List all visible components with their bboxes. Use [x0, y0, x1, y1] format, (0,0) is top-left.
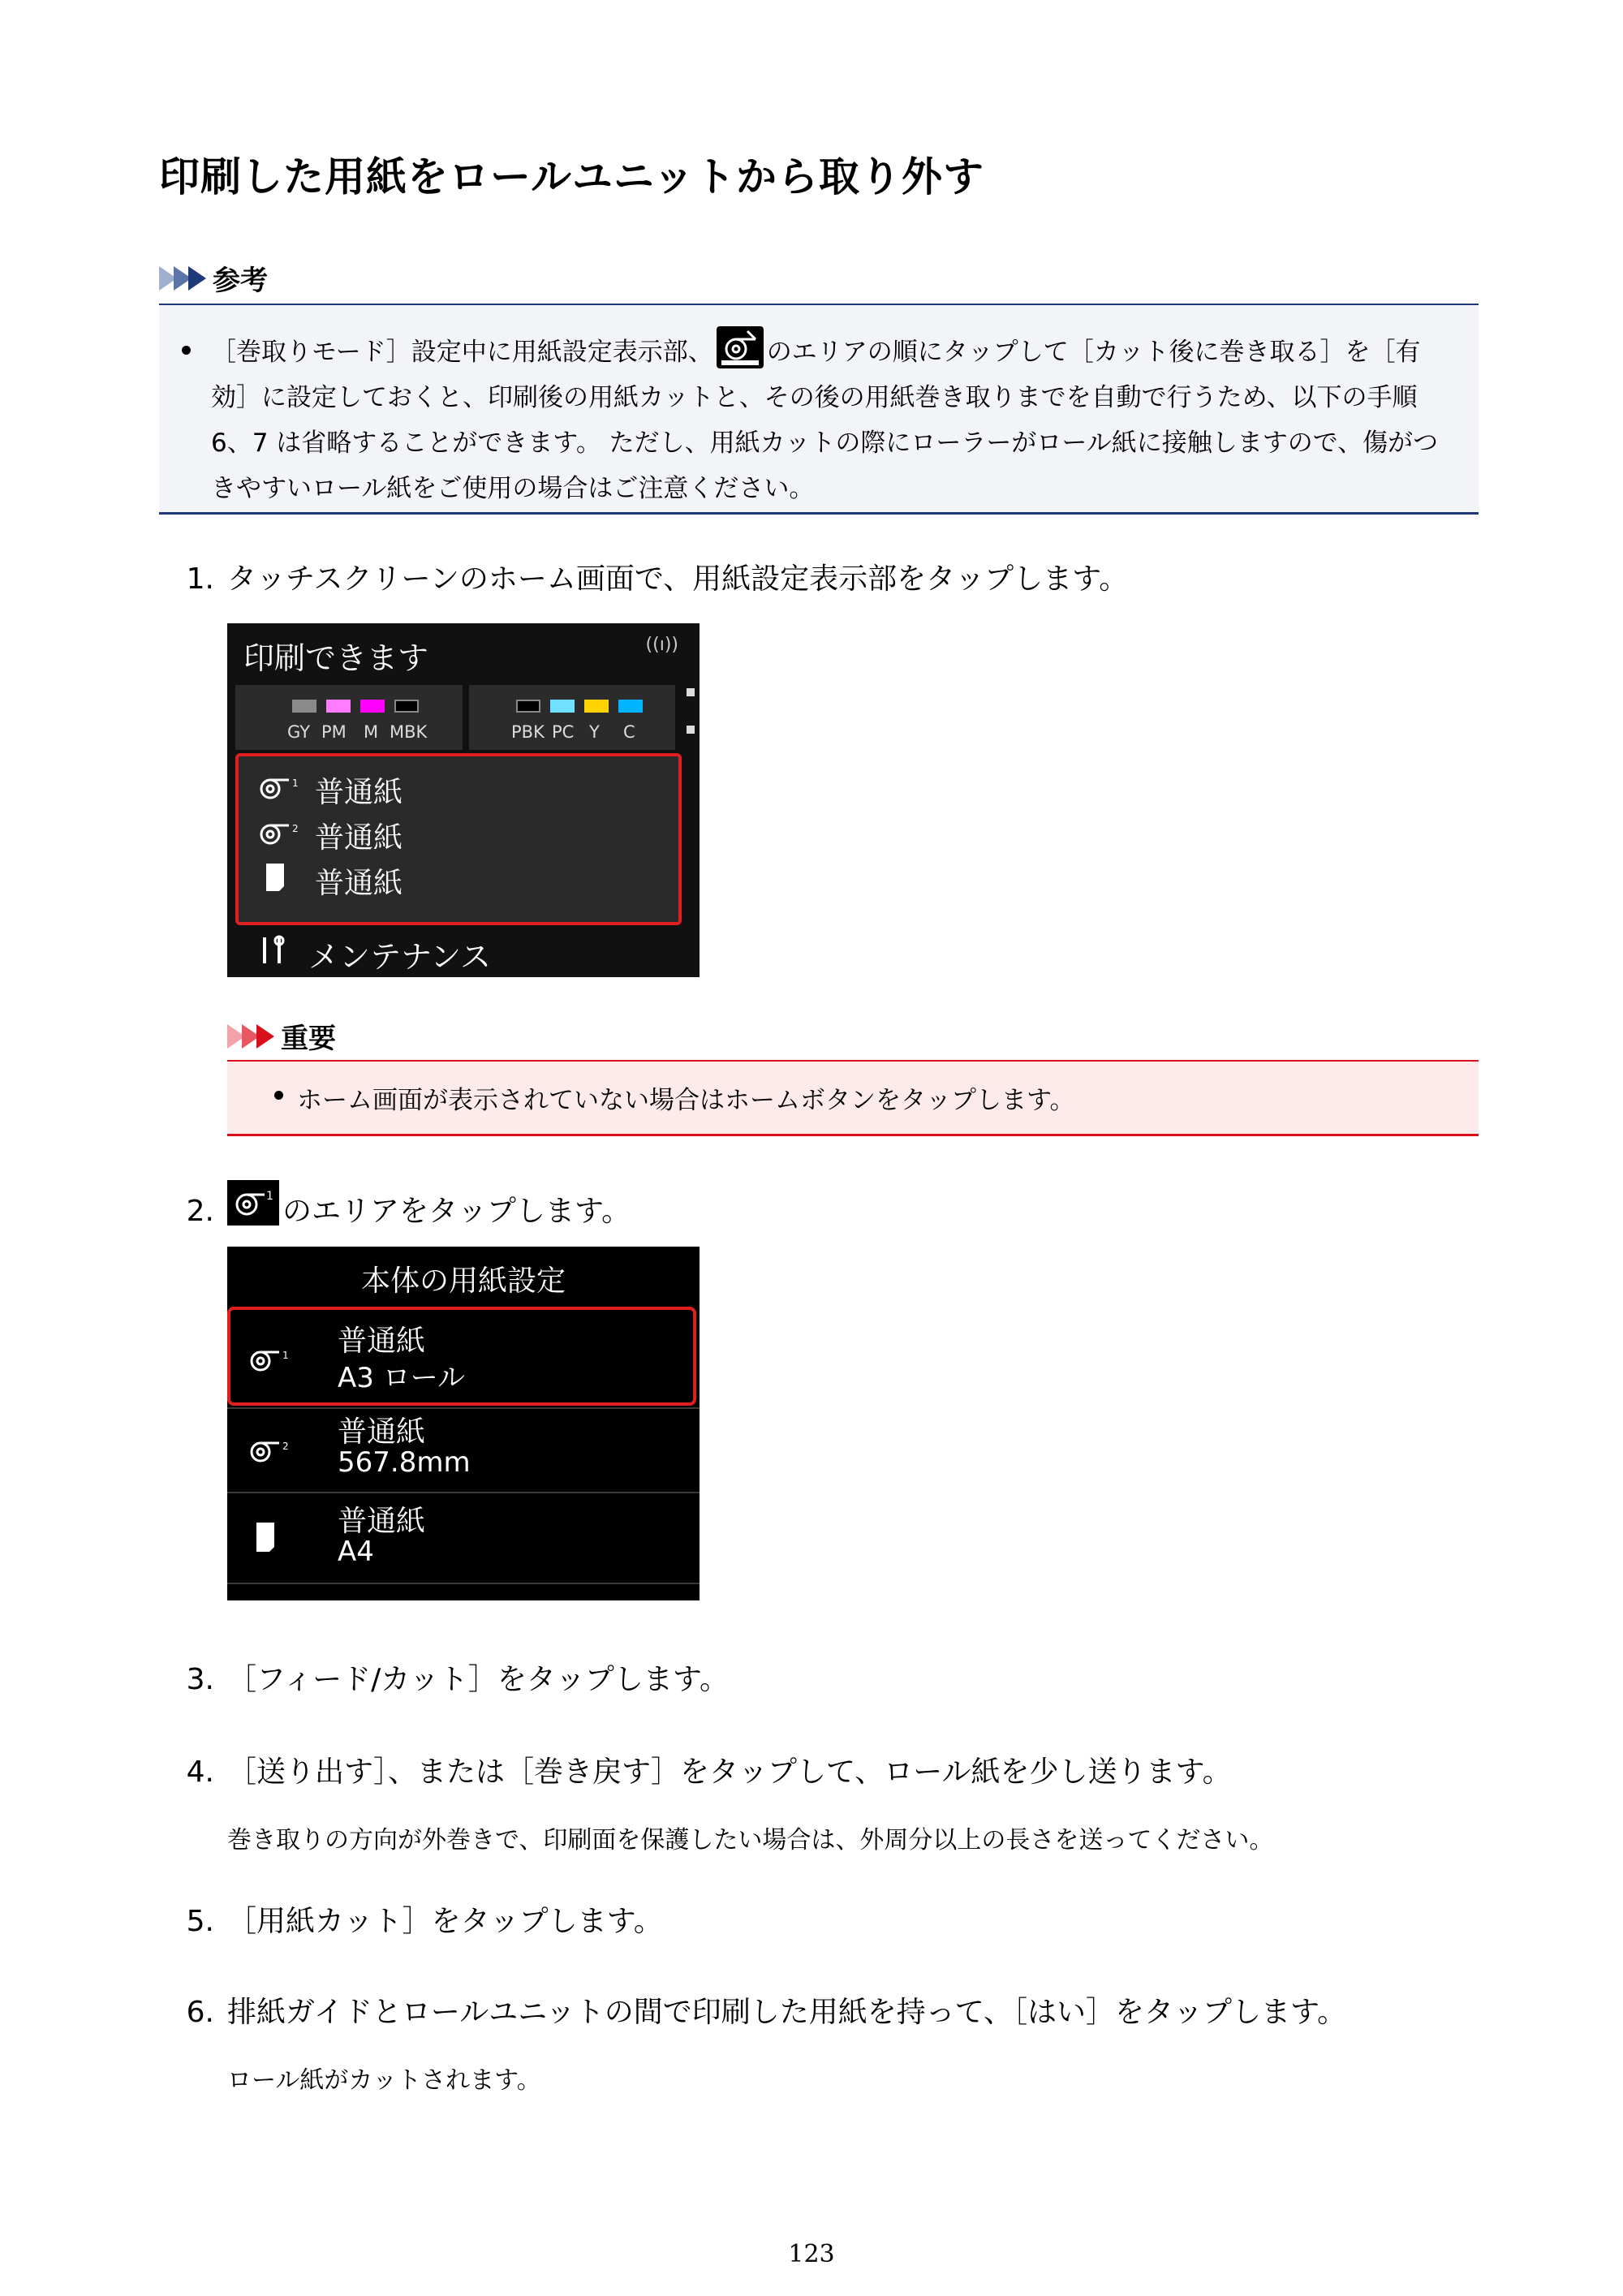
scroll-indicator: [687, 688, 695, 696]
paper-size: A3 ロール: [338, 1362, 466, 1394]
note-text-after: のエリアの順にタップして［カット後に巻き取る］を［有効］に設定しておくと、印刷後の用紙カットと、その後の用紙巻き取りまでを自動で行うため、以下の手順 6、7 は省略することができます。 ただし、用紙カットの際にローラーがロール紙に接触しますので、傷がつきやすいロール紙をご使用の場合はご注意ください。: [211, 338, 1439, 503]
important-heading-label: 重要: [281, 1023, 336, 1055]
step-3: 3. ［フィード/カット］をタップします。: [186, 1663, 730, 1696]
step-6-note: ロール紙がカットされます。: [227, 2066, 541, 2095]
paper-size: 567.8mm: [338, 1446, 471, 1479]
important-box: [227, 1060, 1479, 1136]
ink-gy-swatch: [292, 700, 316, 713]
step-1: 1. タッチスクリーンのホーム画面で、用紙設定表示部をタップします。: [186, 562, 1129, 596]
svg-text:2: 2: [282, 1441, 289, 1452]
media-row-roll2: [258, 815, 403, 856]
wireless-icon: ((ı)): [645, 635, 678, 655]
note-heading: [159, 258, 268, 298]
ink-pm-swatch: [326, 700, 351, 713]
paper-settings-screenshot: [227, 1247, 700, 1600]
ink-label: MBK: [390, 722, 428, 742]
ink-label: Y: [589, 722, 600, 742]
maintenance-label: メンテナンス: [308, 939, 491, 975]
media-row-label: 普通紙: [315, 867, 403, 900]
ink-panel-left: [235, 685, 463, 750]
ink-panel-right: [469, 685, 675, 750]
scroll-indicator: [687, 726, 695, 734]
ink-pbk-swatch: [516, 700, 540, 713]
ink-label: PC: [552, 722, 575, 742]
sheet-icon: [258, 862, 302, 900]
ink-label: M: [364, 722, 379, 742]
step-6: 6. 排紙ガイドとロールユニットの間で印刷した用紙を持って、［はい］をタップします。: [186, 1996, 1347, 2029]
media-row-sheet: [258, 860, 403, 902]
important-heading: [227, 1016, 336, 1056]
note-text: [211, 326, 1453, 511]
home-screen-screenshot: [227, 623, 700, 977]
divider: [227, 1583, 700, 1584]
tools-icon: [256, 934, 289, 974]
paper-row-sheet[interactable]: [227, 1492, 700, 1579]
ink-c-swatch: [618, 700, 643, 713]
media-row-label: 普通紙: [315, 776, 403, 809]
svg-text:1: 1: [292, 778, 299, 789]
svg-text:2: 2: [292, 823, 299, 834]
media-row-label: 普通紙: [315, 821, 403, 855]
paper-type: 普通紙: [338, 1325, 426, 1358]
note-heading-label: 参考: [213, 265, 268, 297]
chevron-icon: [256, 1024, 274, 1049]
bullet: [182, 346, 191, 355]
bullet: [274, 1091, 283, 1100]
paper-type: 普通紙: [338, 1415, 426, 1449]
chevron-icon: [188, 266, 206, 291]
screen-title: 本体の用紙設定: [360, 1264, 566, 1298]
svg-text:1: 1: [282, 1350, 289, 1361]
roll1-icon: [227, 1180, 279, 1226]
roll-settings-icon: [717, 326, 764, 368]
ink-pc-swatch: [550, 700, 575, 713]
step-4: 4. ［送り出す］、または［巻き戻す］をタップして、ロール紙を少し送ります。: [186, 1755, 1232, 1789]
step-2: 2. 1 のエリアをタップします。: [166, 1180, 631, 1231]
ink-mbk-swatch: [394, 700, 419, 713]
screen-status-title: 印刷できます: [243, 640, 429, 676]
roll2-icon: [248, 1438, 292, 1466]
step-5: 5. ［用紙カット］をタップします。: [186, 1905, 663, 1938]
paper-type: 普通紙: [338, 1505, 426, 1538]
note-text-before: ［巻取りモード］設定中に用紙設定表示部、: [211, 338, 713, 367]
roll1-icon: [248, 1347, 292, 1375]
media-settings-area[interactable]: [235, 753, 682, 925]
ink-m-swatch: [360, 700, 385, 713]
roll1-icon: [258, 773, 302, 807]
svg-text:1: 1: [266, 1190, 273, 1203]
roll2-icon: [258, 819, 302, 852]
note-box: [159, 304, 1479, 515]
ink-label: C: [623, 722, 635, 742]
paper-row-roll2[interactable]: [227, 1402, 700, 1490]
ink-label: GY: [287, 722, 311, 742]
important-text: ホーム画面が表示されていない場合はホームボタンをタップします。: [297, 1086, 1075, 1115]
media-row-roll1: [258, 769, 403, 811]
maintenance-menu-item[interactable]: [256, 932, 491, 976]
paper-row-roll1[interactable]: [227, 1312, 700, 1399]
page-number: 123: [788, 2240, 835, 2268]
sheet-icon: [248, 1521, 292, 1557]
ink-label: PBK: [511, 722, 545, 742]
page-title: 印刷した用紙をロールユニットから取り外す: [159, 153, 984, 200]
step-4-note: 巻き取りの方向が外巻きで、印刷面を保護したい場合は、外周分以上の長さを送ってください。: [227, 1826, 1274, 1854]
ink-label: PM: [321, 722, 347, 742]
ink-y-swatch: [584, 700, 609, 713]
paper-size: A4: [338, 1536, 374, 1568]
